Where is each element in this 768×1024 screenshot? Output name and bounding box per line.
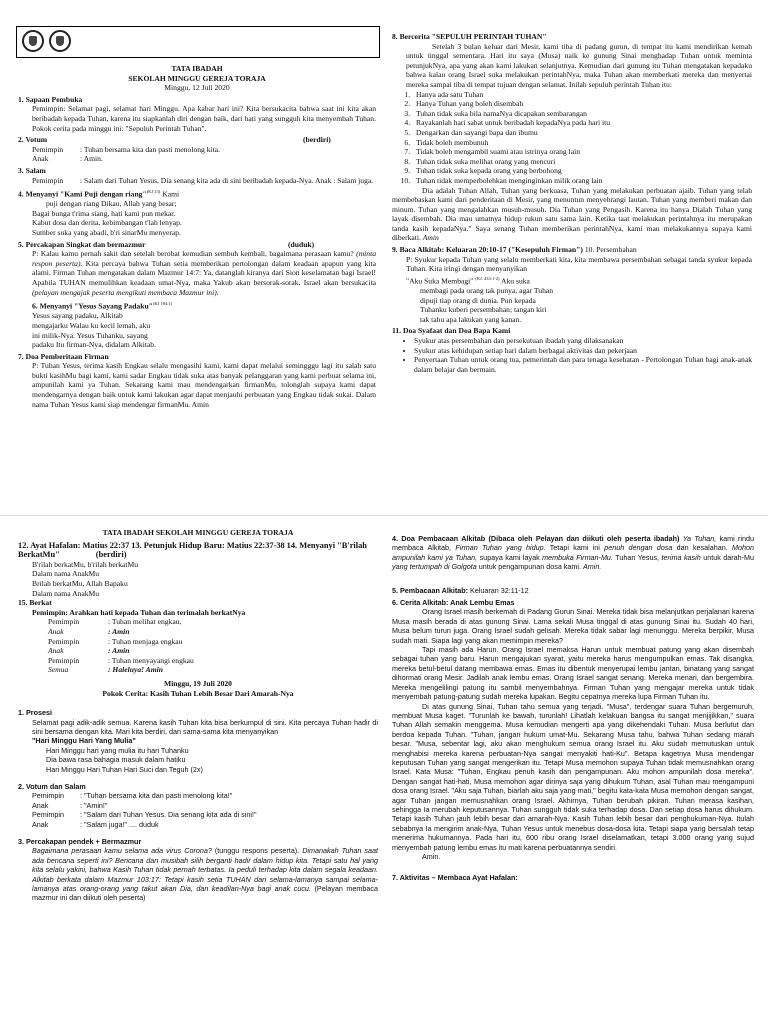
song-line: membagi pada orang tak punya, agar Tuhan [420,285,554,295]
role-label: Anak [32,800,49,810]
song-ref: (KJ 13) [146,189,161,195]
blessing-intro: Pemimpin: Arahkan hati kepada Tuhan dan terimalah berkatNya [32,607,246,617]
role-label: Pemimpin [48,617,80,627]
role-text: : "Salam dari Tuhan Yesus. Dia senang kita ada di sini!" [80,810,257,820]
text-run: yang tertumpah di Golgota [392,562,477,572]
role-text: : Tuhan menjaga engkau [108,636,183,646]
list-item: 4. Rayakanlah hari sabat untuk beribadah kepadaNya pada hari itu [412,118,752,128]
liturgy-row [18,791,378,800]
song-start: Kami [162,189,180,199]
role-label: Semua [48,665,69,675]
song-line: ini milik-Nya. Yesus Tuhanku, sayang [32,330,148,340]
song-line: Hari Minggu Hari Tuhan Hari Suci dan Teguh (2x) [46,764,203,774]
text-run: penuh dengan dosa [604,543,673,553]
text-run: Mohon ampunilah kami ya Tuhan, [392,543,754,562]
song-line: Brilah berkatMu, Allah Bapaku [32,578,128,588]
list-item: 7. Tidak boleh mengambil suami atau istrinya orang lain [412,147,752,157]
church-logo-icon [22,30,44,52]
liturgy-row [48,617,378,627]
section-heading: 11. Doa Syafaat dan Doa Bapa Kami [392,326,511,336]
liturgy-row [48,627,378,637]
section-heading: 5. Percakapan Singkat dan bermazmur [18,239,146,249]
prayer-list [392,336,752,374]
section-heading: 1. Prosesi [18,708,52,718]
text-run: Kita percaya bahwa Tuhan setia memberikan pertolongan dalam keadaan apapun yang kita alami. Firman Tuhan mengatakan dalam Mazmur 14:7: Ya, datanglah kiranya dari Sion keselamatan bagi Israel! Apabila TUHAN memulihkan keadaan umat-Nya, maka Yakub akan bersorak-sorak, Israel akan bersukacita [32,258,376,287]
role-text: : "Salam juga!" .... duduk [80,819,159,829]
section-text [18,846,378,902]
song-ref: (KJ. 433:1-2) [475,275,500,281]
liturgy-row [18,820,378,829]
song-line: Bagai bunga t'rima siang, hati kami pun mekar. [32,208,176,218]
role-label: Pemimpin [32,175,64,185]
role-text: : Amin [108,626,130,636]
sans-block [18,708,378,903]
section-heading: 8. Bercerita "SEPULUH PERINTAH TUHAN" [392,32,547,41]
page-bottom [0,524,768,1024]
role-label: Pemimpin [32,791,64,801]
liturgy-row [48,637,378,647]
text-run: P: Kalau kamu pernah sakit dan setelah berobat kemudian sembuh kembali, bagaimana perasaan kamu? [32,249,354,259]
song-line: Yesus sayang padaku, Alkitab [32,311,123,321]
text-run: kami rindu membaca Alkitab, [392,534,755,553]
section-song-1 [18,187,376,238]
list-item: 10. Tuhan tidak memperbolehkan menginginkan milik orang lain [412,176,752,186]
role-text: : Amin. [80,154,103,164]
role-text: : "Tuhan bersama kita dan pasti menolong kita!" [80,791,233,801]
song-title: "Aku Suka Membagi" [406,276,474,286]
section-heading: 9. Baca Alkitab: Keluaran 20:10-17 ("Kesepuluh Firman") [392,245,583,255]
list-item: • Syukur atas persembahan dan persekutuan ibadah yang dilaksanakan [414,336,752,346]
section-heading: 2. Votum dan Salam [18,781,86,791]
text-run: Firman Tuhan yang hidup. [455,543,546,553]
section-text: Selamat pagi adik-adik semua. Karena kasih Tuhan kita bisa berkumpul di sini. Kita percaya Tuhan hadir di sini bersama dengan kita. Mari kita berdiri, dan sama-sama kita menyanyikan [32,717,378,736]
role-label: Pemimpin [48,655,80,665]
section-heading: 3. Percakapan pendek + Bermazmur [18,836,142,846]
section-text [18,249,376,297]
text-run: Keluaran 32:11-12 [470,585,529,595]
liturgy-row [18,801,378,810]
header-title: TATA IBADAH [171,64,223,73]
section-pembacaan [392,586,754,595]
role-label: Anak [48,646,64,656]
section-heading: 4. Doa Pembacaan Alkitab (Dibaca oleh Pelayan dan diikuti oleh peserta ibadah) [392,534,680,543]
liturgy-row [18,154,376,164]
song-line: Kabut dosa dan derita, kebimbangan t'lah lenyap. [32,218,182,228]
song-line: Hari Minggu hari yang mulia itu hari Tuhanku [46,745,189,755]
section-doa-syafaat [392,326,752,374]
song-title: "Hari Minggu Hari Yang Mulia" [32,736,136,746]
header-date: Minggu, 12 Juli 2020 [164,83,230,93]
left-column-bottom [18,524,378,903]
role-text: : Salam dari Tuhan Yesus, Dia senang kita ada di sini beribadah kepada-Nya. Anak : Salam juga. [80,175,374,185]
liturgy-row [48,656,378,666]
role-text: : Amin [108,646,130,656]
text-run: Amin [422,233,439,243]
page-divider [0,515,768,516]
votum-heading-row [18,135,376,145]
header-subtitle: SEKOLAH MINGGU GEREJA TORAJA [128,73,266,83]
section-heading: 15. Berkat [18,598,52,608]
role-label: Pemimpin [32,810,64,820]
list-item: • Penyertaan Tuhan untuk orang tua, pemerintah dan para tenaga kesehatan - Pertolongan Tuhan bagi anak-anak dalam belajar dan bermain. [414,355,752,374]
section-heading: 4. Menyanyi "Kami Puji dengan riang" [18,189,147,199]
list-item: 9. Tuhan tidak suka kepada orang yang berbohong [412,166,752,176]
role-label: Anak [48,626,64,636]
section-heading: 7. Aktivitas – Membaca Ayat Hafalan: [392,873,518,883]
left-column-top [18,64,376,409]
song-line: Dalam nama AnakMu [32,569,100,579]
posture-note: (berdiri) [95,550,127,560]
role-text: : "Amin!" [80,800,108,810]
text-run: Tetapi kami ini [549,543,600,553]
role-text: : Haleluya! Amin [108,665,163,675]
list-item: 3. Tuhan tidak suka bila namaNya dicapakan sembarangan [412,109,752,119]
section-heading: 6. Menyanyi "Yesus Sayang Padaku" [32,301,153,311]
story-intro: Setelah 3 bulan keluar dari Mesir, kami tiba di padang gurun, di tempat itu kami mendirikan kemah untuk tinggal sementara. Hari itu saya (Musa) naik ke gunung Sinai menghadap Tuhan untuk meminta petunjukNya, apa yang akan kami lakukan selanjutnya. Kemudian dari gunung itu Tuhan mengatakan kepadaku bahwa kalau orang Israel suka melakukan perintahNya, maka Tuhan akan memberkati mereka dan menyertai mereka sampai tiba di tempat tujuan dengan selamat. Inilah sepuluh perintah Tuhan itu: [406,41,752,89]
story-theme: Pokok Cerita: Kasih Tuhan Lebih Besar Dari Amarah-Nya [102,688,294,698]
text-run: untuk pengampunan dosa kami. [478,562,582,572]
text-run: Ya Tuhan, [682,534,717,543]
header-logo-box [16,26,380,58]
text-run: untuk darah-Mu [703,552,755,562]
blessing-rows [18,617,378,675]
section-text: P: Syukur kepada Tuhan yang selalu memberkati kita, kita membawa persembahan sebagai tanda syukur kepada Tuhan. Kita iringi dengan menyanyikan [406,254,752,274]
liturgy-row [18,176,376,186]
section-heading: 2. Votum [18,135,48,145]
text-run: Amin. [583,562,602,572]
section-votum [18,135,376,164]
right-column-top [392,32,752,374]
posture-note: (berdiri) [303,135,331,145]
text-run: Dia adalah Tuhan Allah, Tuhan yang berkuasa, Tuhan yang melakukan perbuatan ajaib. Tuhan yang telah membebaskan kami dari penderitaan di Mesir, yang menuntun menyebrangi lautan. Tuhan yang memberi makan dan minum. Tuhan yang mengalahkan musuh-musuh. Dia Tuhan yang Pengasih. Karena itu hanya Dialah Tuhan yang layak disembah. Dia mau umatnya hidup rukun satu sama lain. Ketika taat melakukan perintahnya itu merupakan tanda kasih kepadaNya." Saya senang Tuhan memberikan perintahNya, kami mau melakukannya supaya kami diberkati. [392,185,752,243]
role-label: Pemimpin [32,144,64,154]
text-run: Dimanakah Tuhan saat ada bencana seperti ini? Bencana dan musibah silih berganti hadir dalam hidup kita. Tetapi satu hal yang kita selalu yakini, bahwa Kasih Tuhan tidak pernah terbatas. Ia peduli terhadap kita dalam segala keadaan. Alkitab berkata dalam Mazmur 103:17: Tetapi kasih setia TUHAN dari selama-lamanya sampai selama-lamanya atas orang-orang yang takut akan Dia, dan keadilan-Nya bagi anak cucu. [32,846,379,893]
story-paragraph: Di atas gunung Sinai, Tuhan tahu semua yang terjadi. "Musa", terdengar suara Tuhan bergemuruh, membuat Musa kaget. "Turunlah ke bawah, turunlah! Lihatlah kelakuan bangsa itu sangat menjijikkan," suara Tuhan Allah semakin menggema. Musa kemudian mengerti apa yang dikehendaki Tuhan. Musa berlutut dan berdoa kepada Tuhan. "Tuhan, jangan hukum umat-Mu. Sekarang Musa tahu, bahwa Tuhan sedang marah besar. "Musa, sebentar lagi, aku akan menghukum semua orang Israel itu. Aku sudah memutuskan untuk menghabisi mereka karena perbuatan-Nya sangat menyakiti hati-Ku". Betapa kagetnya Musa mendengar keputusan Tuhan yang sangat mengerikan itu. Tetapi Musa memohon supaya Tuhan tidak memusnahkan orang Israel. Kata Musa: "Tuhan, Engkau penuh kasih dan pengampunan. Aku mohon ampunilah dosa mereka". Dengan sangat hati-hati, Musa memohon agar dirinya saja yang dihukum Tuhan, asal Tuhan mau mengampuni dosa orang Israel. "Aku saja Tuhan, biarlah aku saja yang mati," begitu kata-kata Musa memohon dengan sangat, agar Tuhan jangan memusnahkan orang Israel. Akhirnya, Tuhan berubah pikiran. Tuhan merasa kasihan, sehingga Ia merubah keputusannya. Tuhan sungguh tidak suka terhadap dosa. Dan setiap dosa harus dihukum. Tetapi kasih Tuhan jauh lebih besar dari amarah-Nya. Kasih Tuhan lebih besar dari penghukuman-Nya. Itulah sebabnya Ia mengirim anak-Nya, Tuhan Yesus untuk menebus dosa-dosa kita. Tetapi siapa yang bersalah tetap menerima hukumannya. Pada hari itu, 600 ribu orang Israel diselamatkan, tetapi 3.000 orang yang sujud menyembah patung lembu emas itu mati karena perbuatannya sendiri. [392,701,754,852]
role-text: : Tuhan menyayangi engkau [108,655,194,665]
text-run: dan kesalahan. [676,543,728,553]
right-column-bottom [392,534,754,883]
story-paragraph: Tapi masih ada Harun. Orang Israel memaksa Harun untuk membuat patung yang akan disembah sebagai tuhan yang baru. Harun mengajukan syarat, yaitu mereka harus mengumpulkan emas. Tak disangka, mereka betul-betul datang membawa emas. Emas itu dibentuk menyerupai lembu jantan, binatang yang sangat dihormati orang Mesir. Jadilah anak lembu emas. Orang Israel sangat senang. Mereka menari, dan bergembira. Mereka mengelilingi patung itu sambil menyembahnya. Firman Tuhan yang mengajar mereka untuk tidak menyembah patung-patung sudah mereka lupakan. Begitu cepatnya mereka lupa Firman Tuhan itu. [392,645,754,702]
section-heading: 13. Petunjuk Hidup Baru: Matius 22:37-38 [131,540,285,550]
liturgy-row [18,145,376,155]
section-heading: 10. Persembahan [584,245,637,255]
role-text: : Tuhan bersama kita dan pasti menolong kita. [80,144,221,154]
list-item: 2. Hanya Tuhan yang boleh disembah [412,99,752,109]
text-run: (minta respon peserta). [32,249,376,268]
text-run: membuka Firman-Mu. [542,552,613,562]
liturgy-row [48,665,378,675]
text-run: (Pelayan membaca mazmur ini dan diikuti oleh peserta) [32,884,378,903]
song-ref: (KJ 184:1) [152,301,173,307]
list-item: 6. Tidak boleh membunuh [412,138,752,148]
section-percakapan [18,240,376,298]
text-run: terima kasih [661,552,701,562]
section-sapaan [18,95,376,133]
role-label: Anak [32,154,49,164]
song-start: Aku suka [501,276,530,286]
list-item: • Syukur atas kehidupan setiap hari dalam berbagai aktivitas dan pekerjaan [414,346,752,356]
section-heading: 6. Cerita Alkitab: Anak Lembu Emas [392,598,515,608]
song-line: padaku Itu firman-Nya, didalam Alkitab. [32,340,156,350]
text-run: (tunggu respons peserta). [214,846,300,856]
list-item: 8. Tuhan tidak suka melihat orang yang mencuri [412,157,752,167]
service-date: Minggu, 19 Juli 2020 [164,678,232,688]
story-closing [392,186,752,244]
posture-note: (duduk) [288,239,315,249]
song-line: dipuji tiap orang di dunia. Pun kepada [420,295,536,305]
list-item: 5. Dengarkan dan sayangi bapa dan ibumu [412,128,752,138]
liturgy-row [48,646,378,656]
song-line: puji dengan riang Dikau, Allah yang besar; [46,199,177,209]
song-line: Tuhanku kuberi persembahan; tangan kiri [420,305,547,315]
song-line: B'rilah berkatMu, b'rilah berkatMu [32,559,139,569]
section-doa-firman [18,352,376,410]
header-title: TATA IBADAH SEKOLAH MINGGU GEREJA TORAJA [102,528,294,537]
list-item: 1. Hanya ada satu Tuhan [412,90,752,100]
story-paragraph: Amin. [422,852,441,861]
section-heading: 12. Ayat Hafalan: Matius 22:37 [18,540,130,550]
section-salam [18,166,376,185]
text-run: Tuhan Yesus, [615,552,660,562]
section-baca-alkitab [392,245,752,324]
song-line: Dia bawa rasa bahagia masuk dalam hatiku [46,755,186,765]
story-paragraph: Orang Israel masih berkemah di Padang Gurun Sinai. Mereka tidak bisa melanjutkan perjalanan karena Musa masih berada di atas gunung Sinai. Lama sekali Musa tinggal di atas gunung Sinai itu. Sudah 40 hari, Musa belum turun juga. Orang Israel sudah gelisah. Mereka tidak sabar lagi menunggu. Mereka berpikir, Musa sudah mati. Siapa lagi yang akan memimpin mereka? [392,607,754,645]
section-heading: 7. Doa Pemberitaan Firman [18,351,109,361]
text-run: (pelayan mengajak peserta mengikuti membaca Mazmur ini). [32,287,219,297]
song-line: Dalam nama AnakMu [32,588,100,598]
song-line: Sumber suka yang abadi, b'ri sinarMu menyerap. [32,228,181,238]
song-line: tak tahu apa lakukan yang kanan. [420,314,522,324]
section-text: Pemimpin: Selamat pagi, selamat hari Minggu. Apa kabar hari ini? Kita bersukacita bahwa saat ini kita akan beribadah kepada Tuhan, karena itu siapkanlah diri dengan baik, dari hati yang sungguh kita menyembah Tuhan. Pokok cerita pada minggu ini: "Sepuluh Perintah Tuhan". [32,104,376,133]
section-text: P: Tuhan Yesus, terima kasih Engkau selalu mengasihi kami, kami dapat melalui semingggu lagi itu salah satu bukti kasihMu bagi kami, kami sadar Engkau tidak suka atas banyak pelanggaran yang kami perbuat selama ini, ampunilah kami ya Tuhan. Sekarang kami mau mendengarkan firmanMu, tolonglah supaya kami dapat mendengarnya dengan baik untuk kami lakukan agar dapat menjauhi perbuatan yang Engkau tidak sukai. Dalam nama Tuhan Yesus kami siap mendengar firmanMu. Amin [32,361,376,409]
section-doa-alkitab [392,534,754,572]
role-label: Anak [32,819,49,829]
text-run: supaya kami layak [479,552,540,562]
liturgy-row [18,810,378,819]
commandments-list [392,90,752,186]
section-heading: 1. Sapaan Pembuka [18,94,83,104]
ayat-row [18,541,378,560]
percakapan-heading-row [18,240,376,250]
church-seal-icon [49,30,71,52]
role-label: Pemimpin [48,636,80,646]
section-heading: 3. Salam [18,165,46,175]
section-heading: 5. Pembacaan Alkitab: [392,585,469,595]
section-heading: 14. Menyanyi "B'rilah BerkatMu" [18,540,367,560]
role-text: : Tuhan melihat engkau, [108,617,182,627]
text-run: Bagaimana perasaan kamu selama ada virus Corona? [32,846,212,856]
song-line: mengajarku Walau ku kecil lemah, aku [32,320,151,330]
section-song-2 [18,299,376,350]
